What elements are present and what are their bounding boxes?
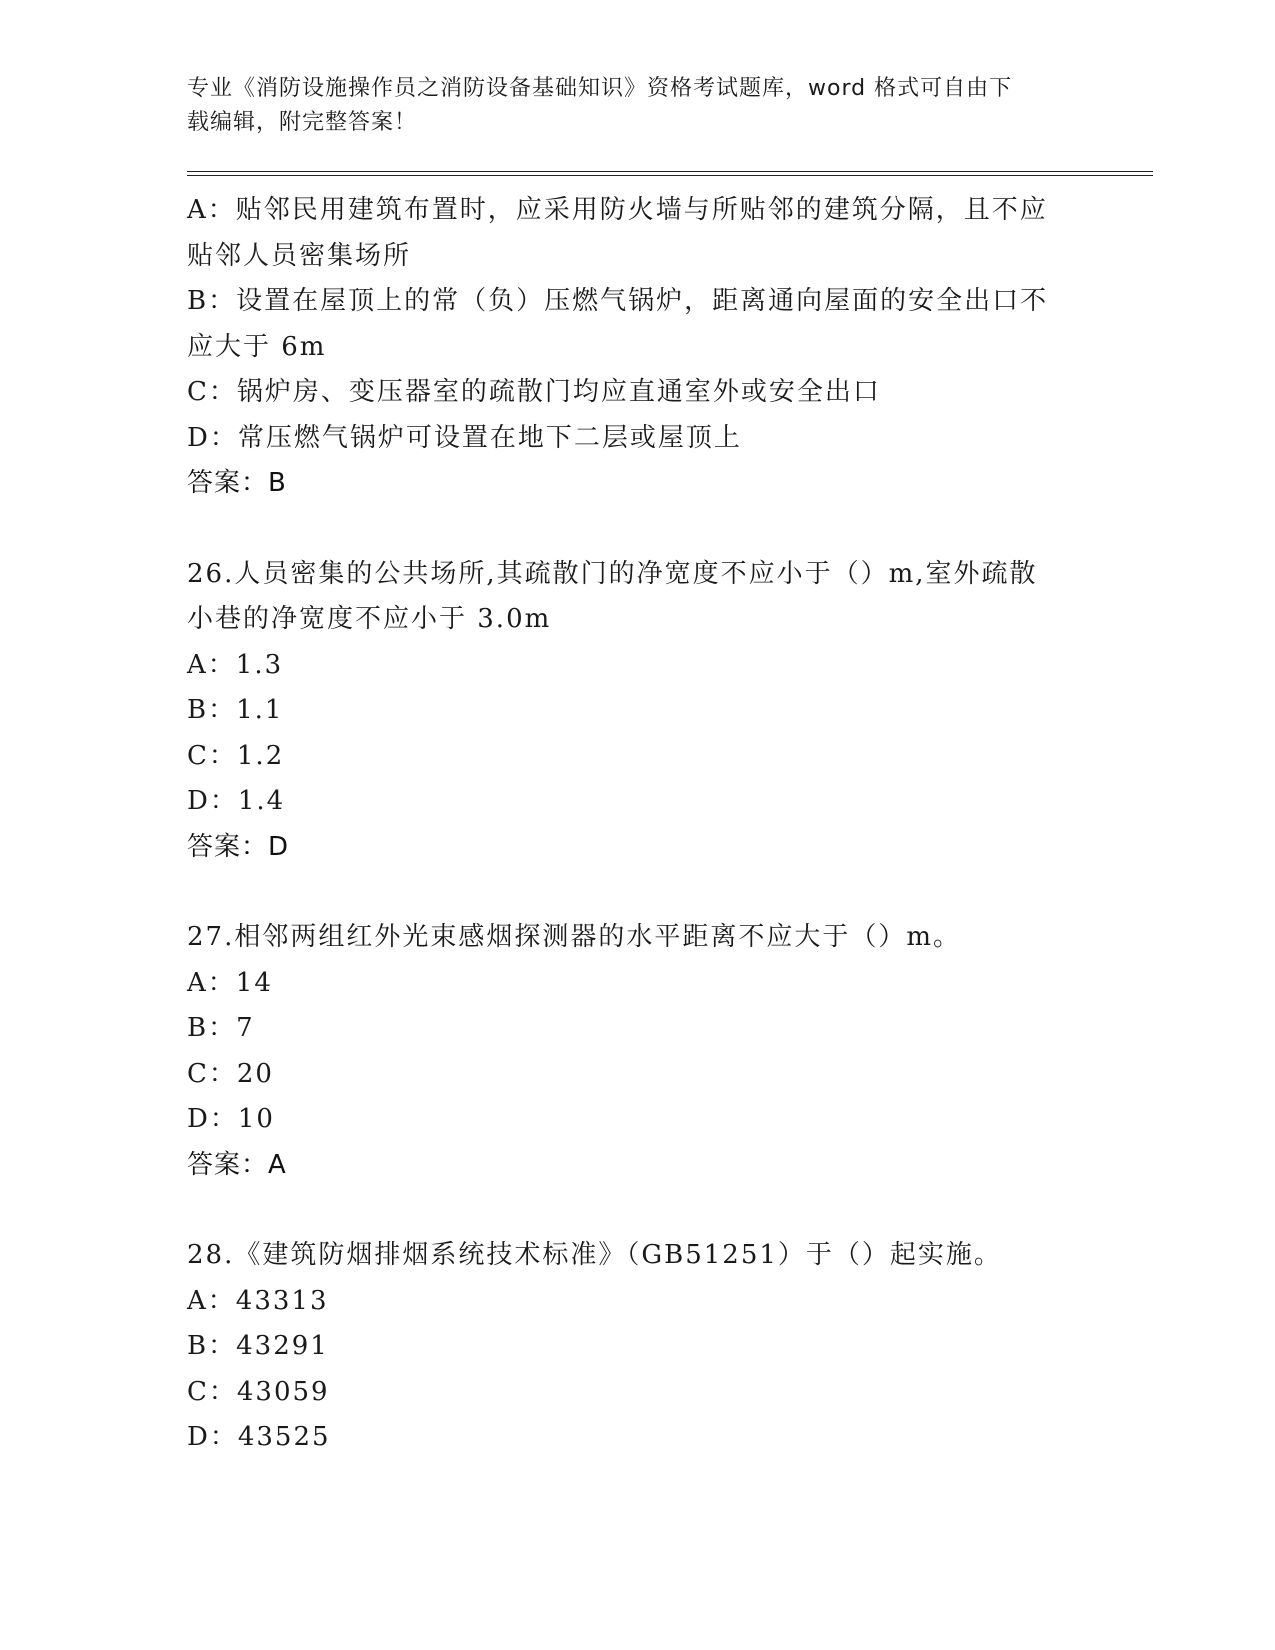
header-line-1: 专业《消防设施操作员之消防设备基础知识》资格考试题库，word 格式可自由下 [187, 76, 1013, 101]
option-a-line-2: 贴邻人员密集场所 [187, 240, 412, 271]
header-line-2: 载编辑，附完整答案！ [187, 110, 418, 135]
option-a-line-1: A：贴邻民用建筑布置时，应采用防火墙与所贴邻的建筑分隔，且不应 [187, 195, 1048, 225]
document-header [187, 72, 1067, 140]
question-stem-line-1: 26.人员密集的公共场所,其疏散门的净宽度不应小于（）m,室外疏散 [187, 558, 1038, 589]
question-stem: 27.相邻两组红外光束感烟探测器的水平距离不应大于（）m。 [187, 922, 962, 952]
option-c: C：锅炉房、变压器室的疏散门均应直通室外或安全出口 [187, 377, 881, 407]
option-b-line-1: B：设置在屋顶上的常（负）压燃气锅炉，距离通向屋面的安全出口不 [187, 286, 1049, 316]
spacer [187, 870, 1087, 915]
answer: 答案：A [187, 1149, 287, 1180]
option-b: B：1.1 [187, 695, 284, 725]
question-28 [187, 1233, 1087, 1461]
question-list [187, 188, 1087, 1461]
option-a: A：43313 [187, 1285, 329, 1316]
option-a: A：14 [187, 967, 273, 998]
option-b: B：7 [187, 1013, 255, 1043]
spacer [187, 507, 1087, 552]
answer: 答案：D [187, 831, 290, 862]
option-d: D：常压燃气锅炉可设置在地下二层或屋顶上 [187, 422, 742, 453]
header-rule-top [187, 171, 1153, 172]
question-26 [187, 552, 1087, 871]
question-25 [187, 188, 1087, 507]
option-b-line-2: 应大于 6m [187, 331, 327, 362]
question-27 [187, 915, 1087, 1188]
option-d: D：10 [187, 1104, 275, 1134]
option-d: D：43525 [187, 1422, 331, 1452]
question-stem: 28.《建筑防烟排烟系统技术标准》（GB51251）于（）起实施。 [187, 1240, 1002, 1270]
option-c: C：43059 [187, 1376, 330, 1407]
option-d: D：1.4 [187, 786, 286, 816]
option-c: C：1.2 [187, 740, 285, 771]
option-b: B：43291 [187, 1331, 329, 1361]
option-a: A：1.3 [187, 649, 284, 680]
option-c: C：20 [187, 1058, 274, 1089]
spacer [187, 1188, 1087, 1233]
header-rule-bottom [187, 175, 1153, 176]
question-stem-line-2: 小巷的净宽度不应小于 3.0m [187, 604, 552, 634]
answer: 答案：B [187, 468, 287, 498]
